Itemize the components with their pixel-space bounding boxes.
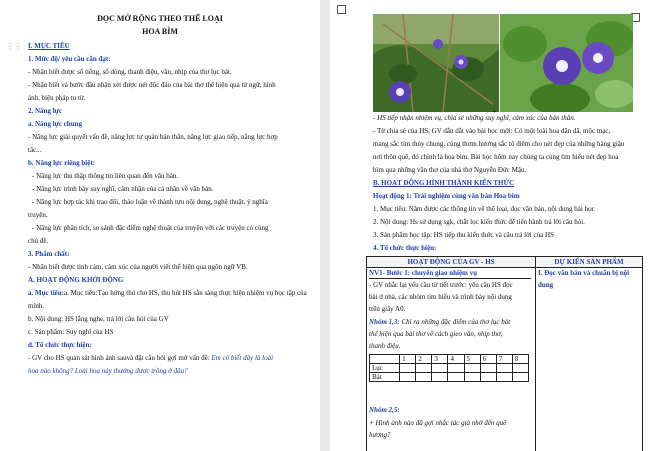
- grid-cell: 5: [464, 355, 480, 364]
- rhythm-grid: [369, 354, 529, 382]
- heading: B. HOẠT ĐỘNG HÌNH THÀNH KIẾN THỨC: [373, 179, 515, 187]
- text-line: mang sắc tím thủy chung, cùng thơm hương sắc tô điểm cho nét đẹp của những hàng giậu: [373, 140, 625, 148]
- table-cell-product: [535, 267, 643, 451]
- grid-cell: 8: [512, 355, 528, 364]
- document-page-right: [330, 0, 650, 451]
- table-head-product: DỰ KIẾN SẢN PHẨM: [535, 256, 643, 268]
- flower-image-1: [373, 14, 499, 112]
- page-gutter: [320, 0, 330, 451]
- text-line: - Nhận biết được số tiếng, số dòng, thanh điệu, vần, nhịp của thơ lục bát.: [28, 68, 232, 76]
- text-line: [28, 354, 273, 363]
- text-line: - Nhận biết và bước đầu nhận xét được nét độc đáo của bài thơ thể hiện qua từ ngữ, hình: [28, 81, 276, 89]
- text-line: truyện.: [28, 211, 48, 219]
- grid-row-luc: [370, 364, 529, 373]
- grid-cell: [400, 373, 416, 382]
- grid-cell: [496, 373, 512, 382]
- grid-cell: [448, 373, 464, 382]
- text-line: c. Sản phẩm: Suy nghĩ của HS: [28, 328, 114, 336]
- step-label: NV1- Bước 1: chuyển giao nhiệm vụ: [369, 269, 478, 277]
- section-muc-tieu: I. MỤC TIÊU: [28, 42, 70, 50]
- text-line: a. Mục tiêu:a. Mục tiêu:Tạo hứng thú cho HS, thu hút HS sẵn sàng thực hiện nhiệm vụ học tập của: [28, 289, 307, 297]
- grid-cell: [512, 373, 528, 382]
- grid-cell: [432, 364, 448, 373]
- text-line: tác...: [28, 146, 42, 154]
- grid-cell: [480, 364, 496, 373]
- gv-line: bài ở nhà, các nhóm tìm hiểu và trình bày nội dung: [369, 293, 512, 301]
- grid-row-label: Bát: [370, 373, 400, 382]
- group-text: thanh điệu.: [369, 342, 401, 350]
- heading: b. Năng lực riêng biệt:: [28, 159, 96, 167]
- activity-table: [366, 256, 642, 451]
- flower-image-2: [500, 14, 633, 112]
- doc-title: ĐỌC MỞ RỘNG THEO THỂ LOẠI: [97, 14, 223, 23]
- text-line: bìm qua những vần thơ của nhà thơ Nguyễn Đức Mậu.: [373, 166, 527, 174]
- heading: A. HOẠT ĐỘNG KHỞI ĐỘNG: [28, 276, 124, 284]
- grid-cell: 4: [448, 355, 464, 364]
- grid-cell: [464, 364, 480, 373]
- gv-line: trên giấy A0.: [369, 305, 406, 313]
- text-line: mình.: [28, 302, 45, 310]
- text-line: ảnh, biện pháp tu từ.: [28, 94, 86, 102]
- text-line: hoa nào không? Loài hoa này thường được trồng ở đâu?: [28, 367, 188, 375]
- checkbox-icon[interactable]: [337, 5, 346, 14]
- heading: 2. Năng lực: [28, 107, 62, 115]
- grid-row-label: Lục: [370, 364, 400, 373]
- heading: a. Năng lực chung: [28, 120, 82, 128]
- heading: 4. Tổ chức thực hiện:: [373, 244, 437, 252]
- grid-cell: 3: [432, 355, 448, 364]
- grid-cell: 7: [496, 355, 512, 364]
- drag-handle-icon[interactable]: ⋮⋮: [6, 42, 22, 51]
- text-line: nơi thôn quê, đó chính là hoa bìm. Bài học hôm nay chúng ta cùng tìm hiểu nét đẹp hoa: [373, 153, 619, 161]
- heading: d. Tổ chức thực hiện:: [28, 341, 92, 349]
- grid-cell: [416, 373, 432, 382]
- heading: Hoạt động 1: Trải nghiệm cùng văn bản Hoa bìm: [373, 192, 520, 200]
- group-task-line: [369, 318, 510, 327]
- group-text: + Hình ảnh nào đã gợi nhắc tác giả nhớ đến quê: [369, 419, 507, 427]
- text-span: a. Mục tiêu:Tạo hứng thú cho HS, thu hút HS sẵn sàng thực hiện nhiệm vụ học tập của: [63, 289, 307, 297]
- grid-cell: 2: [416, 355, 432, 364]
- caption-line: - Từ chia sẻ của HS, GV dẫn dắt vào bài học mới: Có một loài hoa dân dã, mộc mạc,: [373, 127, 611, 135]
- text-line: 1. Mục tiêu: Nắm được các thông tin về thể loại, đọc văn bản, nội dung bài học: [373, 205, 595, 213]
- text-line: 2. Nội dung: Hs sử dụng sgk, chắt lọc kiến thức để tiến hành trả lời câu hỏi.: [373, 218, 585, 226]
- grid-cell: [400, 364, 416, 373]
- divider: [369, 278, 531, 279]
- text-line: - Năng lực thu thập thông tin liên quan đến văn bản.: [32, 172, 179, 180]
- grid-cell: [496, 364, 512, 373]
- group-text: hương?: [369, 431, 391, 439]
- product-heading: I. Đọc văn bản và chuẩn bị nội: [538, 269, 630, 277]
- heading: 3. Phẩm chất:: [28, 250, 70, 258]
- grid-cell: [480, 373, 496, 382]
- text-line: chủ đề.: [28, 237, 49, 245]
- grid-cell: 6: [480, 355, 496, 364]
- text-line: - Nhân biết được tình cảm, cảm xúc của người viết thể hiện qua ngôn ngữ VB.: [28, 263, 248, 271]
- grid-cell: [448, 364, 464, 373]
- document-page-left: [0, 0, 320, 451]
- flower-photo-2-svg: [500, 14, 633, 112]
- grid-cell: [512, 364, 528, 373]
- group-label: Nhóm 1,3:: [369, 318, 400, 326]
- grid-row-bat: [370, 373, 529, 382]
- group-label: Nhóm 2,5:: [369, 406, 400, 414]
- question-italic: Em có biết đây là loài: [211, 354, 274, 362]
- text-line: - Năng lực hợp tác khi trao đổi, thảo luận về thành tựu nội dung, nghệ thuật, ý nghĩa: [32, 198, 268, 206]
- text-line: b. Nội dung: HS lắng nghe, trả lời câu hỏi của GV: [28, 315, 169, 323]
- grid-header-row: [370, 355, 529, 364]
- heading: 1. Mức độ/ yêu cầu cần đạt:: [28, 55, 111, 63]
- image-anchor-plus-icon[interactable]: +: [492, 107, 497, 116]
- text-span: - GV cho HS quan sát hình ảnh sauvà đặt câu hỏi gợi mở vấn đề:: [28, 354, 210, 362]
- text-line: - Năng lực giải quyết vấn đề, năng lực tự quản bản thân, năng lực giao tiếp, năng lực hợp: [28, 133, 278, 141]
- flower-photo-1-svg: [373, 14, 499, 112]
- gv-line: - GV nhắc lại yêu cầu từ tiết trước: yêu cầu HS đọc: [369, 281, 513, 289]
- grid-cell: [370, 355, 400, 364]
- doc-subtitle: HOA BÌM: [142, 27, 178, 36]
- caption-line: - HS tiếp nhận nhiệm vụ, chia sẻ những suy nghĩ, cảm xúc của bản thân.: [373, 114, 576, 122]
- grid-cell: [432, 373, 448, 382]
- text-line: 3. Sản phẩm học tập: HS tiếp thu kiến thức và câu trả lời của HS: [373, 231, 554, 239]
- text-line: - Năng lực phân tích, so sánh đặc điểm nghệ thuật của truyện với các truyện có cùng: [32, 224, 269, 232]
- group-text: Chỉ ra những đặc điểm của thơ lục bát: [401, 318, 511, 326]
- text-line: - Năng lực trình bày suy nghĩ, cảm nhận của cá nhân về văn bản.: [32, 185, 214, 193]
- grid-cell: 1: [400, 355, 416, 364]
- grid-cell: [416, 364, 432, 373]
- table-head-gv-hs: HOẠT ĐỘNG CỦA GV - HS: [366, 256, 536, 268]
- product-heading: dung: [538, 281, 554, 289]
- group-text: thể hiện qua bài thơ về cách gieo vần, nhịp thơ,: [369, 330, 503, 338]
- grid-cell: [464, 373, 480, 382]
